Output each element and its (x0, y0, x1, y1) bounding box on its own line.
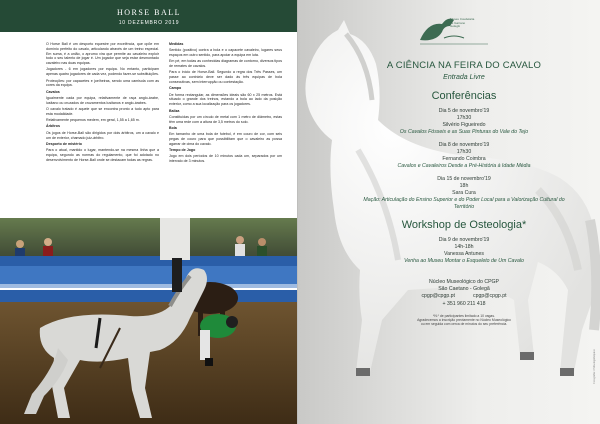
subheading: Árbitros (46, 124, 60, 129)
event-topic: Venha ao Museu Montar o Esqueleto de Um Cavalo (404, 258, 524, 264)
page-subtitle: Entrada Livre (443, 74, 485, 81)
contact-emails (358, 293, 570, 300)
paragraph: De forma rectangular, as dimensões ideais são 60 x 25 metros. Está situado o grande dos treinos, estando a bola ao lado da posição exterior, como a sua localização para os jogadores. (169, 92, 282, 107)
article-column-1 (46, 42, 159, 217)
contact-block (358, 279, 570, 308)
paragraph: Sentido (positivo) contra a bola e o capacete cavaleiro, lugares seus espaços em outro sentido, para apoiar a equipa em luta. (169, 48, 282, 58)
paragraph: Em tamanho de uma bola de futebol, é em couro de cor, com seis pegas de couro para que possibilitam que o cavaleiro as possa agarrar de cima do cavalo. (169, 132, 282, 146)
event-content (358, 58, 570, 326)
paragraph: O cavalo tratado é aquele que se encontra pronto a tudo apto para esta modalidade. (46, 107, 159, 116)
paragraph: Para o atual, mantido o lugar, mantendo-se na mesma linha que a equipa, segundo as normas do regulamento, que foi adotado no desenvolvimento de Horse-Ball onde se destacam todas as regras. (46, 148, 159, 162)
conferences-heading: Conferências (431, 90, 497, 102)
horse-ball-photo (0, 218, 298, 424)
event-date: Dia 8 de novembro'19 (438, 142, 490, 148)
event-time: 14h-18h (454, 244, 474, 250)
subheading: Medidas (169, 42, 184, 46)
registration-note (358, 314, 570, 327)
event-topic: Os Cavalos Fósseis e as Suas Pinturas do Vale do Tejo (399, 129, 529, 135)
event-speaker: Silvério Figueiredo (442, 122, 486, 128)
paragraph: Relativamente pequenos medem, em geral, 1,55 a 1,65 m. (46, 118, 140, 123)
event-date: Dia 9 de novembro'19 (438, 237, 490, 243)
phone-number[interactable]: + 351 960 211 418 (442, 300, 486, 307)
paragraph: Jogadores - 6 em jogadores por equipa. No entanto, participam apenas quatro jogadores de cada vez, podendo fazer-se substituições. (46, 67, 159, 77)
conference-item (358, 176, 570, 211)
logo-text: Museu Coudelaria de Garrano Golegã (450, 17, 475, 29)
event-topic: Mação: Articulação do Ensino Superior e do Poder Local para a Valorização Cultural do Território (363, 197, 565, 210)
header-date: 10 DEZEMBRO 2019 (118, 20, 180, 26)
page-title: A CIÊNCIA NA FEIRA DO CAVALO (386, 60, 542, 71)
email-link[interactable]: cpgp@cpgp.pt (473, 293, 507, 300)
paragraph: Protecções: por capacetes e joelheiras, sendo uma camisola com as cores da equipa. (46, 78, 159, 88)
paragraph: Jogo em dois períodos de 10 minutos cada um, separados por um intervalo de 3 minutos. (169, 154, 282, 164)
paragraph: Constituídas por um círculo de metal com 1 metro de diâmetro, estas têm uma rede com a altura de 3,5 metros do solo. (169, 114, 282, 124)
event-date: Dia 5 de novembro'19 (438, 108, 490, 114)
subheading: Tempo de Jogo (169, 148, 196, 153)
event-speaker: Fernando Coimbra (442, 156, 486, 162)
conference-item (358, 108, 570, 136)
event-time: 17h30 (456, 115, 472, 121)
note-line: ou em seguida com cerca de minutos do seu preferência. (420, 322, 508, 327)
subheading: Cavalos (46, 89, 60, 94)
event-topic: Cavalos e Cavaleiros Desde a Pré-História à Idade Média (397, 163, 531, 169)
left-header (0, 0, 298, 32)
subheading: Campo (169, 86, 182, 91)
left-page (0, 0, 298, 424)
photo-credit: Fotografia: CMGolegã/arquivo (593, 349, 596, 384)
venue-name: Núcleo Museológico do CPGP (428, 279, 500, 285)
header-title: HORSE BALL (116, 8, 182, 17)
event-date: Dia 15 de novembro'19 (437, 176, 491, 182)
paragraph: Os jogos de Horse-Ball são dirigidos por dois árbitros, um a cavalo e um de exterior, chamado juiz-árbitro. (46, 130, 159, 140)
subheading: Baliza (169, 108, 180, 113)
workshop-heading: Workshop de Osteologia* (401, 219, 527, 231)
event-speaker: Vanessa Antunes (444, 251, 484, 257)
subheading: Desporto de mistério (46, 141, 82, 146)
paragraph: O Horse Ball é um desporto equestre por excelência, que opõe em domínio perfeito do cavalo, articulando através de um treino especial. Em suma, é a união, o aprumo vira que permite ao cavaleiro exploir todo o seu talento de jogar é. Um jogador que seja estar desmontado cavaleiro nas duas equipas. (46, 42, 159, 66)
paragraph: Para o início de Horse-Ball. Segundo a regra dos Três Passes, um passe ao contrário deve ser dado às três equipas de bola consecutivas, sem interrupção ou contestação. (169, 70, 282, 85)
event-time: 18h (459, 183, 469, 189)
right-page (298, 0, 600, 424)
event-speaker: Sara Cura (452, 190, 476, 196)
note-line: Agradecemos a inscrição previamente no Núcleo Museológico (417, 318, 511, 323)
subheading: Bola (169, 125, 177, 130)
article-column-2 (169, 42, 282, 217)
venue-address: São Caetano - Golegã (438, 286, 490, 293)
paragraph: Igualmente cada por equipa, relativamente de raça anglo-árabe, lusitano ou cruzados de cruzamentos lusitanos e anglo-árabes. (46, 95, 159, 105)
note-line: *N.º de participantes limitado a 10 vagas. (433, 313, 495, 318)
paragraph: Em pé, em todas as conhecidas diagramas de contorno, diversos tipos de remates de cavalos. (169, 59, 282, 69)
email-link[interactable]: cpgp@cpgp.pt (421, 293, 455, 300)
event-time: 17h30 (456, 149, 472, 155)
workshop-item (358, 237, 570, 265)
article-columns (46, 42, 282, 217)
conference-item (358, 142, 570, 170)
